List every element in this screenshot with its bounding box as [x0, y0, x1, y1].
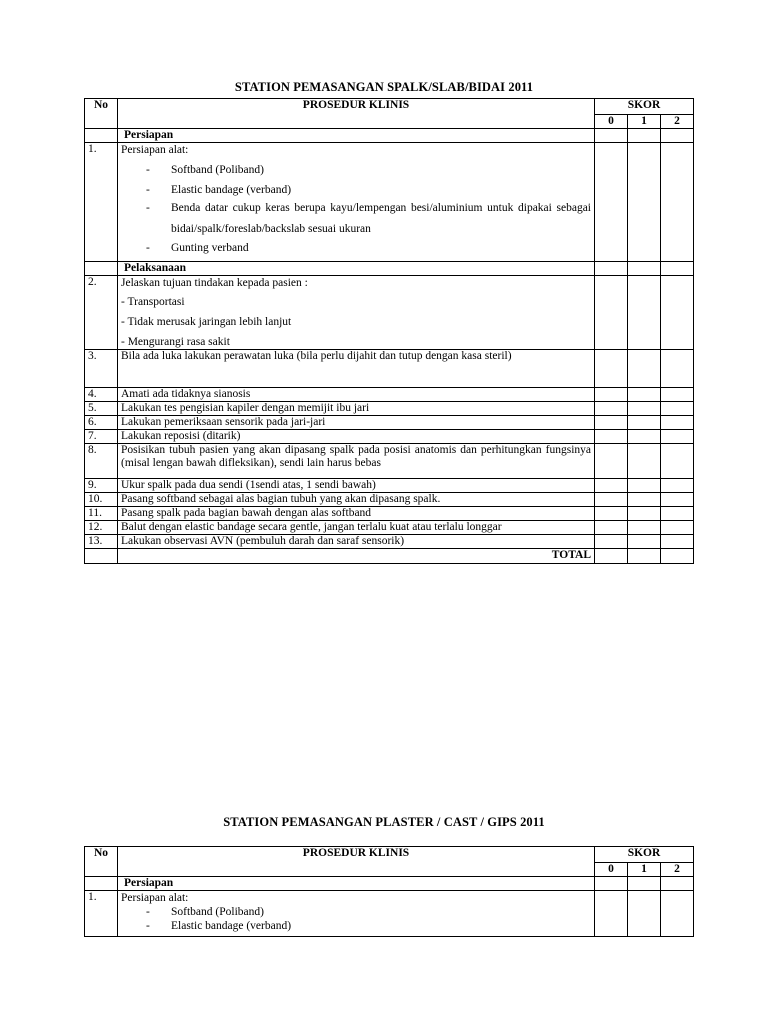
score-cell-1[interactable]	[628, 521, 661, 535]
list-item: - Tidak merusak jaringan lebih lanjut	[121, 316, 292, 328]
table-row	[85, 479, 694, 493]
row-number: 11.	[85, 507, 118, 521]
score-cell-1[interactable]	[628, 444, 661, 479]
checklist-table	[84, 846, 694, 937]
table-row	[85, 143, 694, 262]
procedure-text: Lakukan observasi AVN (pembuluh darah dan saraf sensorik)	[118, 535, 595, 549]
table-row	[85, 276, 694, 350]
table-row	[85, 507, 694, 521]
score-cell-2[interactable]	[661, 493, 694, 507]
section-row	[85, 877, 694, 891]
section-row	[85, 262, 694, 276]
score-cell-1[interactable]	[628, 402, 661, 416]
row-number: 4.	[85, 388, 118, 402]
procedure-cell	[118, 891, 595, 937]
score-cell-0[interactable]	[595, 402, 628, 416]
header-score-1: 1	[628, 863, 661, 877]
procedure-text: Jelaskan tujuan tindakan kepada pasien :	[121, 277, 308, 289]
score-cell-1[interactable]	[628, 388, 661, 402]
score-cell-0[interactable]	[595, 521, 628, 535]
header-no: No	[85, 847, 118, 877]
procedure-text: Lakukan pemeriksaan sensorik pada jari-jari	[118, 416, 595, 430]
header-score-2: 2	[661, 863, 694, 877]
table-row	[85, 891, 694, 937]
row-number: 10.	[85, 493, 118, 507]
score-cell-2[interactable]	[661, 388, 694, 402]
procedure-text: Persiapan alat:	[121, 892, 189, 904]
total-label: TOTAL	[118, 549, 595, 564]
page-title: STATION PEMASANGAN SPALK/SLAB/BIDAI 2011	[234, 80, 534, 94]
score-cell-1[interactable]	[628, 276, 661, 350]
row-number: 13.	[85, 535, 118, 549]
list-item: - Transportasi	[121, 296, 185, 308]
score-cell-0[interactable]	[595, 350, 628, 388]
row-number: 9.	[85, 479, 118, 493]
score-cell-0[interactable]	[595, 493, 628, 507]
row-number: 6.	[85, 416, 118, 430]
procedure-text: Pasang spalk pada bagian bawah dengan alas softband	[118, 507, 595, 521]
score-cell-2[interactable]	[661, 479, 694, 493]
header-score-2: 2	[661, 115, 694, 129]
list-item: - Elastic bandage (verband)	[146, 920, 292, 932]
header-score-0: 0	[595, 863, 628, 877]
procedure-text: Bila ada luka lakukan perawatan luka (bila perlu dijahit dan tutup dengan kasa steril)	[118, 350, 595, 388]
score-cell-1[interactable]	[628, 549, 661, 564]
header-score-1: 1	[628, 115, 661, 129]
list-item: - Gunting verband	[146, 242, 249, 254]
score-cell-1[interactable]	[628, 350, 661, 388]
table-row	[85, 430, 694, 444]
score-cell-2[interactable]	[661, 891, 694, 937]
table-row	[85, 493, 694, 507]
score-cell-0[interactable]	[595, 891, 628, 937]
row-number: 5.	[85, 402, 118, 416]
score-cell-1[interactable]	[628, 507, 661, 521]
score-cell-1[interactable]	[628, 479, 661, 493]
score-cell-0[interactable]	[595, 276, 628, 350]
list-item: - Benda datar cukup keras berupa kayu/lempengan besi/aluminium untuk dipakai sebagai bidai/spalk/foreslab/backslab sesuai ukuran	[146, 202, 591, 235]
page-title: STATION PEMASANGAN PLASTER / CAST / GIPS 2011	[223, 815, 545, 829]
list-item: - Mengurangi rasa sakit	[121, 336, 230, 348]
list-item: - Elastic bandage (verband)	[146, 184, 292, 196]
score-cell-2[interactable]	[661, 521, 694, 535]
score-cell-0[interactable]	[595, 388, 628, 402]
section-label-persiapan: Persiapan	[118, 877, 595, 891]
score-cell-2[interactable]	[661, 507, 694, 521]
row-number: 1.	[85, 891, 118, 937]
procedure-text: Balut dengan elastic bandage secara gentle, jangan terlalu kuat atau terlalu longgar	[118, 521, 595, 535]
score-cell-1[interactable]	[628, 535, 661, 549]
score-cell-1[interactable]	[628, 143, 661, 262]
score-cell-0[interactable]	[595, 143, 628, 262]
score-cell-0[interactable]	[595, 416, 628, 430]
score-cell-1[interactable]	[628, 416, 661, 430]
score-cell-0[interactable]	[595, 507, 628, 521]
score-cell-1[interactable]	[628, 891, 661, 937]
table-row	[85, 350, 694, 388]
section-label-pelaksanaan: Pelaksanaan	[118, 262, 595, 276]
row-number: 7.	[85, 430, 118, 444]
score-cell-0[interactable]	[595, 549, 628, 564]
procedure-text: Lakukan reposisi (ditarik)	[118, 430, 595, 444]
score-cell-2[interactable]	[661, 276, 694, 350]
checklist-table	[84, 98, 694, 564]
score-cell-2[interactable]	[661, 535, 694, 549]
row-number: 3.	[85, 350, 118, 388]
header-score-0: 0	[595, 115, 628, 129]
procedure-cell	[118, 143, 595, 262]
header-no: No	[85, 99, 118, 129]
table-row	[85, 444, 694, 479]
score-cell-2[interactable]	[661, 416, 694, 430]
table-row	[85, 388, 694, 402]
score-cell-2[interactable]	[661, 549, 694, 564]
procedure-text: Ukur spalk pada dua sendi (1sendi atas, 1 sendi bawah)	[118, 479, 595, 493]
header-procedure: PROSEDUR KLINIS	[118, 847, 595, 877]
header-score: SKOR	[595, 99, 694, 115]
total-row	[85, 549, 694, 564]
score-cell-2[interactable]	[661, 430, 694, 444]
score-cell-0[interactable]	[595, 430, 628, 444]
procedure-text: Posisikan tubuh pasien yang akan dipasang spalk pada posisi anatomis dan perhitungkan fungsinya (misal lengan bawah difleksikan), sendi lain harus bebas	[118, 444, 595, 479]
table-row	[85, 535, 694, 549]
section-row	[85, 129, 694, 143]
score-cell-0[interactable]	[595, 479, 628, 493]
procedure-text: Pasang softband sebagai alas bagian tubuh yang akan dipasang spalk.	[118, 493, 595, 507]
score-cell-2[interactable]	[661, 444, 694, 479]
procedure-text: Persiapan alat:	[121, 144, 189, 156]
score-cell-2[interactable]	[661, 143, 694, 262]
table-row	[85, 416, 694, 430]
list-item: - Softband (Poliband)	[146, 164, 264, 176]
procedure-text: Amati ada tidaknya sianosis	[118, 388, 595, 402]
score-cell-0[interactable]	[595, 444, 628, 479]
score-cell-2[interactable]	[661, 402, 694, 416]
row-number: 1.	[85, 143, 118, 262]
score-cell-2[interactable]	[661, 350, 694, 388]
row-number: 12.	[85, 521, 118, 535]
procedure-text: Lakukan tes pengisian kapiler dengan memijit ibu jari	[118, 402, 595, 416]
header-score: SKOR	[595, 847, 694, 863]
table-row	[85, 402, 694, 416]
table-row	[85, 521, 694, 535]
score-cell-1[interactable]	[628, 430, 661, 444]
score-cell-0[interactable]	[595, 535, 628, 549]
header-procedure: PROSEDUR KLINIS	[118, 99, 595, 129]
procedure-cell	[118, 276, 595, 350]
list-item: - Softband (Poliband)	[146, 906, 264, 918]
score-cell-1[interactable]	[628, 493, 661, 507]
section-label-persiapan: Persiapan	[118, 129, 595, 143]
row-number: 2.	[85, 276, 118, 350]
row-number: 8.	[85, 444, 118, 479]
